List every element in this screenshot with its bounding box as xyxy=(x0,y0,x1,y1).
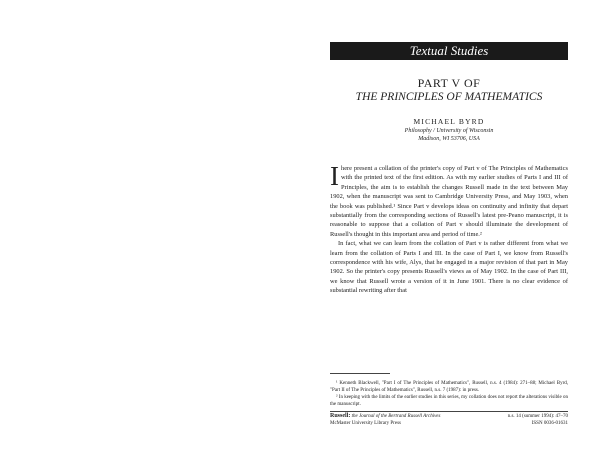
drop-cap: I xyxy=(330,161,339,191)
publisher: McMaster University Library Press xyxy=(330,421,401,426)
footnote-divider xyxy=(330,373,390,374)
author-name: MICHAEL BYRD xyxy=(413,117,485,126)
footer-journal-info xyxy=(330,413,480,427)
issue-info: n.s. 14 (summer 1994): 47–70 xyxy=(507,414,568,419)
issn: ISSN 0036-01631 xyxy=(531,421,568,426)
section-label: Textual Studies xyxy=(409,43,489,58)
paragraph-1 xyxy=(330,161,568,239)
journal-subtitle: the Journal of the Bertrand Russell Archives xyxy=(351,414,441,419)
footer-issue-info xyxy=(480,413,568,427)
footnote-2: ² In keeping with the limits of the earlier studies in this series, my collation does not report the alterations visible on the manuscript. xyxy=(330,395,568,407)
footnotes xyxy=(330,380,568,408)
author-affiliation: Philosophy / University of Wisconsin xyxy=(404,128,494,134)
footnote-1: ¹ Kenneth Blackwell, "Part I of The Principles of Mathematics", Russell, n.s. 4 (1984): 271–88; Michael Byrd, "Part II of The Principles of Mathematics", Russell, n.s. 7 (1987): in press. xyxy=(330,381,568,393)
author-address: Madison, WI 53706, USA xyxy=(418,136,480,142)
part-title: PART V OF xyxy=(417,76,481,90)
book-title: THE PRINCIPLES OF MATHEMATICS xyxy=(355,91,543,103)
article-body xyxy=(330,161,568,296)
paragraph-2: In fact, what we can learn from the collation of Part v is rather different from what we learn from the collation of Parts I and III. In the case of Part I, we know from Russell's correspondence with his wife, Alys, that he engaged in a major revision of that part in May 1902. So the printer's copy presents Russell's views as of May 1902. In the case of Part III, we know that Russell wrote a version of it in June 1901. There is no clear evidence of substantial rewriting after that xyxy=(330,240,568,295)
footer-divider xyxy=(330,411,568,412)
section-header-bar xyxy=(330,42,568,60)
journal-name: Russell: xyxy=(330,413,351,419)
paragraph-1-text: here present a collation of the printer's copy of Part v of The Principles of Mathematics with the printed text of the first edition. As with my earlier studies of Parts I and III of Principles, the aim is to establish the changes Russell made in the text between May 1902, when the manuscript was sent to Cambridge University Press, and May 1903, when the book was published.¹ Since Part v develops ideas on continuity and infinity that depart substantially from the corresponding sections of Russell's latest pre-Peano manuscript, it is reasonable to suppose that a collation of Part v should illuminate the development of Russell's thought in this important area and period of time.² xyxy=(330,165,568,238)
